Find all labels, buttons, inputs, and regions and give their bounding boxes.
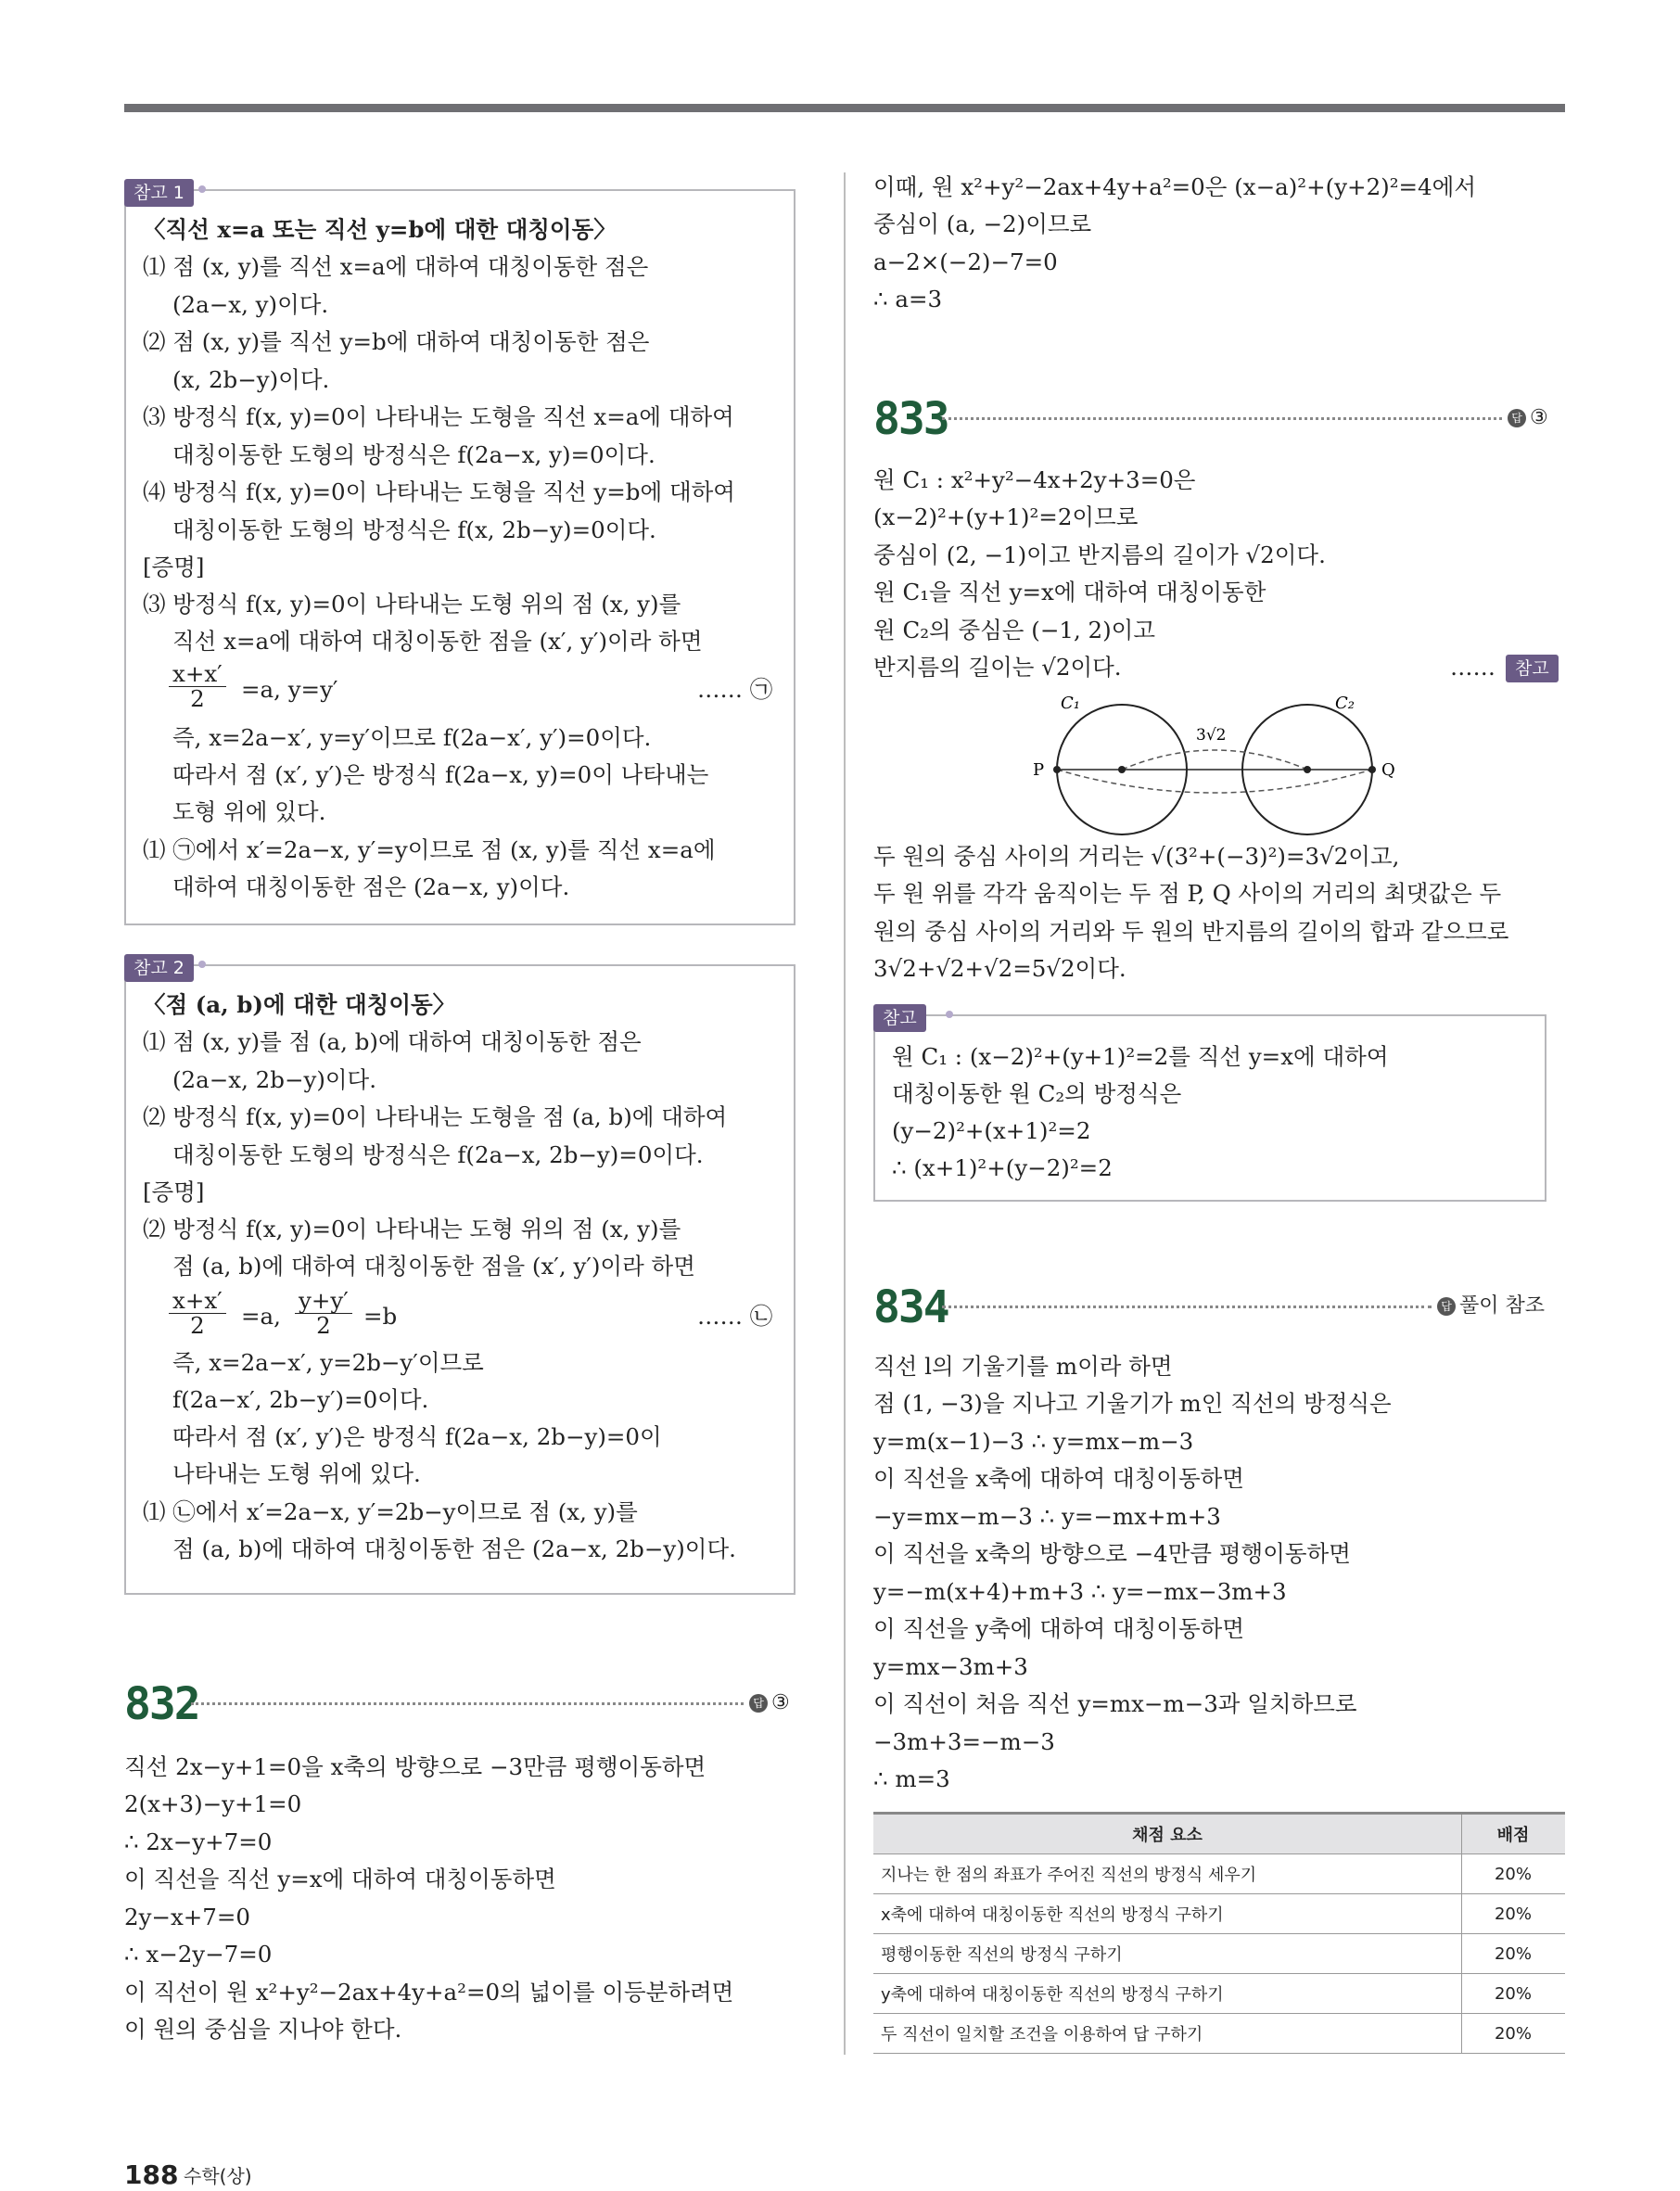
p834-line: ∴ m=3	[873, 1765, 950, 1792]
distance-arc-upper	[1122, 750, 1307, 770]
table-row	[873, 1854, 1565, 1894]
p833-line: 원의 중심 사이의 거리와 두 원의 반지름의 길이의 합과 같으므로	[873, 918, 1509, 945]
fraction-denominator: 2	[190, 1312, 205, 1339]
p834-line: 이 직선을 x축에 대하여 대칭이동하면	[873, 1465, 1244, 1492]
table-header-row	[873, 1814, 1565, 1854]
tag-dot	[198, 961, 206, 968]
problem-834-leader	[942, 1306, 1432, 1308]
page-number: 188	[124, 2159, 179, 2190]
answer-badge: 답	[1508, 409, 1526, 427]
label-c2: C₂	[1335, 694, 1355, 713]
answer-value: 풀이 참조	[1459, 1294, 1546, 1318]
note2-line: =b	[363, 1303, 398, 1330]
p833-note-tag: 참고	[873, 1004, 926, 1032]
note2-tag: 참고 2	[124, 954, 194, 982]
p832-cont-line: 중심이 (a, −2)이므로	[873, 210, 1092, 237]
p834-line: y=mx−3m+3	[873, 1653, 1028, 1680]
table-row	[873, 2014, 1565, 2054]
note2-marker: …… ㉡	[697, 1303, 773, 1330]
table-cell: y축에 대하여 대칭이동한 직선의 방정식 구하기	[873, 1974, 1462, 2014]
p833-ref-dots: ……	[1450, 654, 1495, 681]
note2-line: f(2a−x′, 2b−y′)=0이다.	[172, 1386, 429, 1413]
table-row	[873, 1974, 1565, 2014]
note2-proof-label: [증명]	[143, 1178, 205, 1205]
note2-line: 즉, x=2a−x′, y=2b−y′이므로	[172, 1349, 484, 1376]
note1-tag: 참고 1	[124, 179, 194, 207]
note2-fraction-x	[169, 1289, 226, 1338]
note1-line: 대칭이동한 도형의 방정식은 f(x, 2b−y)=0이다.	[172, 516, 656, 543]
p832-line: 이 직선을 직선 y=x에 대하여 대칭이동하면	[124, 1866, 556, 1892]
problem-833-leader	[942, 417, 1502, 420]
p833-note-line: ∴ (x+1)²+(y−2)²=2	[892, 1154, 1113, 1181]
note2-line: ⑴ ㉡에서 x′=2a−x, y′=2b−y이므로 점 (x, y)를	[143, 1498, 638, 1525]
p832-line: ∴ 2x−y+7=0	[124, 1828, 273, 1855]
problem-832-leader	[191, 1702, 744, 1705]
p834-line: −3m+3=−m−3	[873, 1728, 1055, 1755]
p833-note-line: (y−2)²+(x+1)²=2	[892, 1117, 1091, 1144]
label-p: P	[1033, 760, 1045, 780]
p833-line: 3√2+√2+√2=5√2이다.	[873, 955, 1126, 982]
note1-line: (x, 2b−y)이다.	[172, 366, 330, 393]
note1-line: ⑴ 점 (x, y)를 직선 x=a에 대하여 대칭이동한 점은	[143, 253, 649, 280]
answer-value: ③	[771, 1691, 790, 1714]
problem-834-number: 834	[873, 1281, 948, 1333]
problem-832-number: 832	[124, 1678, 199, 1730]
note1-line: ⑶ 방정식 f(x, y)=0이 나타내는 도형 위의 점 (x, y)를	[143, 591, 681, 618]
two-circles-diagram	[1029, 686, 1437, 844]
p832-line: 직선 2x−y+1=0을 x축의 방향으로 −3만큼 평행이동하면	[124, 1753, 706, 1780]
table-cell: 20%	[1462, 2014, 1566, 2054]
note2-line: 따라서 점 (x′, y′)은 방정식 f(2a−x, 2b−y)=0이	[172, 1423, 662, 1450]
note1-line: 대칭이동한 도형의 방정식은 f(2a−x, y)=0이다.	[172, 441, 655, 468]
problem-832-answer	[749, 1689, 790, 1717]
note2-line: 점 (a, b)에 대하여 대칭이동한 점은 (2a−x, 2b−y)이다.	[172, 1535, 736, 1562]
p833-line: 두 원의 중심 사이의 거리는 √(3²+(−3)²)=3√2이고,	[873, 843, 1400, 870]
p834-line: −y=mx−m−3 ∴ y=−mx+m+3	[873, 1503, 1221, 1530]
p834-line: y=m(x−1)−3 ∴ y=mx−m−3	[873, 1428, 1194, 1455]
note2-line: ⑴ 점 (x, y)를 점 (a, b)에 대하여 대칭이동한 점은	[143, 1028, 642, 1055]
table-cell: 20%	[1462, 1894, 1566, 1934]
note2-line: 점 (a, b)에 대하여 대칭이동한 점을 (x′, y′)이라 하면	[172, 1253, 695, 1280]
point-p	[1053, 766, 1061, 773]
p832-cont-line: ∴ a=3	[873, 286, 943, 312]
note1-line: 도형 위에 있다.	[172, 798, 326, 825]
note2-title: 〈점 (a, b)에 대한 대칭이동〉	[143, 991, 456, 1018]
p833-note-line: 대칭이동한 원 C₂의 방정식은	[892, 1080, 1182, 1107]
point-q	[1368, 766, 1376, 773]
problem-833-answer	[1508, 404, 1548, 432]
note1-line: ⑶ 방정식 f(x, y)=0이 나타내는 도형을 직선 x=a에 대하여	[143, 403, 734, 430]
grading-table	[873, 1812, 1565, 2054]
p834-line: 이 직선을 y축에 대하여 대칭이동하면	[873, 1615, 1244, 1642]
fraction-numerator: x+x′	[169, 662, 226, 687]
p833-line: 원 C₁ : x²+y²−4x+2y+3=0은	[873, 466, 1196, 493]
note1-line: 대하여 대칭이동한 점은 (2a−x, y)이다.	[172, 873, 570, 900]
p833-line: 중심이 (2, −1)이고 반지름의 길이가 √2이다.	[873, 541, 1326, 568]
table-cell: 지나는 한 점의 좌표가 주어진 직선의 방정식 세우기	[873, 1854, 1462, 1894]
table-row	[873, 1934, 1565, 1974]
p832-line: 2y−x+7=0	[124, 1904, 251, 1930]
note1-proof-label: [증명]	[143, 554, 205, 580]
note2-line: 대칭이동한 도형의 방정식은 f(2a−x, 2b−y)=0이다.	[172, 1141, 704, 1168]
fraction-numerator: x+x′	[169, 1289, 226, 1314]
p832-line: 2(x+3)−y+1=0	[124, 1790, 302, 1817]
p833-line: 원 C₂의 중심은 (−1, 2)이고	[873, 617, 1155, 643]
note1-line: ⑷ 방정식 f(x, y)=0이 나타내는 도형을 직선 y=b에 대하여	[143, 478, 735, 505]
p834-line: 직선 l의 기울기를 m이라 하면	[873, 1353, 1173, 1380]
fraction-denominator: 2	[190, 685, 205, 712]
note1-fraction	[169, 662, 226, 711]
note2-line: 나타내는 도형 위에 있다.	[172, 1460, 421, 1487]
note2-line: (2a−x, 2b−y)이다.	[172, 1066, 376, 1093]
fraction-numerator: y+y′	[295, 1289, 352, 1314]
p833-line: 반지름의 길이는 √2이다.	[873, 654, 1122, 681]
note1-line: 직선 x=a에 대하여 대칭이동한 점을 (x′, y′)이라 하면	[172, 628, 703, 655]
note1-title: 〈직선 x=a 또는 직선 y=b에 대한 대칭이동〉	[143, 216, 617, 243]
p833-ref-tag: 참고	[1506, 655, 1559, 682]
note1-line: 즉, x=2a−x′, y=y′이므로 f(2a−x′, y′)=0이다.	[172, 724, 652, 751]
problem-834-answer	[1437, 1293, 1545, 1320]
book-title: 수학(상)	[184, 2165, 252, 2187]
p834-line: 이 직선이 처음 직선 y=mx−m−3과 일치하므로	[873, 1690, 1357, 1717]
p833-line: (x−2)²+(y+1)²=2이므로	[873, 503, 1139, 530]
fraction-denominator: 2	[316, 1312, 331, 1339]
center-c1	[1118, 766, 1126, 773]
label-c1: C₁	[1061, 694, 1080, 713]
center-c2	[1304, 766, 1311, 773]
table-cell: 평행이동한 직선의 방정식 구하기	[873, 1934, 1462, 1974]
problem-833-number: 833	[873, 393, 948, 445]
table-cell: 20%	[1462, 1854, 1566, 1894]
p833-line: 두 원 위를 각각 움직이는 두 점 P, Q 사이의 거리의 최댓값은 두	[873, 880, 1502, 907]
table-cell: 20%	[1462, 1974, 1566, 2014]
p833-note-line: 원 C₁ : (x−2)²+(y+1)²=2를 직선 y=x에 대하여	[892, 1043, 1389, 1070]
top-rule	[124, 104, 1565, 112]
p832-line: 이 직선이 원 x²+y²−2ax+4y+a²=0의 넓이를 이등분하려면	[124, 1979, 734, 2006]
p832-cont-line: 이때, 원 x²+y²−2ax+4y+a²=0은 (x−a)²+(y+2)²=4에서	[873, 173, 1476, 200]
note1-line: 따라서 점 (x′, y′)은 방정식 f(2a−x, y)=0이 나타내는	[172, 761, 709, 788]
note1-line: ⑴ ㉠에서 x′=2a−x, y′=y이므로 점 (x, y)를 직선 x=a에	[143, 836, 716, 863]
answer-value: ③	[1530, 406, 1548, 429]
note2-line: ⑵ 방정식 f(x, y)=0이 나타내는 도형 위의 점 (x, y)를	[143, 1216, 681, 1242]
p834-line: 점 (1, −3)을 지나고 기울기가 m인 직선의 방정식은	[873, 1390, 1392, 1417]
p832-cont-line: a−2×(−2)−7=0	[873, 248, 1058, 275]
label-distance: 3√2	[1196, 726, 1227, 745]
table-cell: 20%	[1462, 1934, 1566, 1974]
table-cell: 두 직선이 일치할 조건을 이용하여 답 구하기	[873, 2014, 1462, 2054]
note1-line: ⑵ 점 (x, y)를 직선 y=b에 대하여 대칭이동한 점은	[143, 328, 650, 355]
p833-line: 원 C₁을 직선 y=x에 대하여 대칭이동한	[873, 579, 1266, 605]
answer-badge: 답	[749, 1694, 768, 1713]
column-divider	[844, 172, 846, 2055]
p834-line: y=−m(x+4)+m+3 ∴ y=−mx−3m+3	[873, 1578, 1287, 1605]
answer-badge: 답	[1437, 1297, 1456, 1316]
p832-line: 이 원의 중심을 지나야 한다.	[124, 2016, 402, 2043]
tag-dot	[198, 185, 206, 193]
note1-marker: …… ㉠	[697, 676, 773, 703]
table-header: 채점 요소	[873, 1814, 1462, 1854]
note1-line: (2a−x, y)이다.	[172, 291, 329, 318]
label-q: Q	[1381, 760, 1395, 780]
p834-line: 이 직선을 x축의 방향으로 −4만큼 평행이동하면	[873, 1540, 1351, 1567]
note2-fraction-y	[295, 1289, 352, 1338]
distance-arc-lower	[1057, 770, 1372, 793]
table-row	[873, 1894, 1565, 1934]
note2-line: ⑵ 방정식 f(x, y)=0이 나타내는 도형을 점 (a, b)에 대하여	[143, 1103, 728, 1130]
p832-line: ∴ x−2y−7=0	[124, 1941, 273, 1968]
note2-line: =a,	[241, 1303, 281, 1330]
tag-dot	[946, 1011, 953, 1018]
note1-line: =a, y=y′	[241, 676, 338, 703]
table-cell: x축에 대하여 대칭이동한 직선의 방정식 구하기	[873, 1894, 1462, 1934]
table-header: 배점	[1462, 1814, 1566, 1854]
